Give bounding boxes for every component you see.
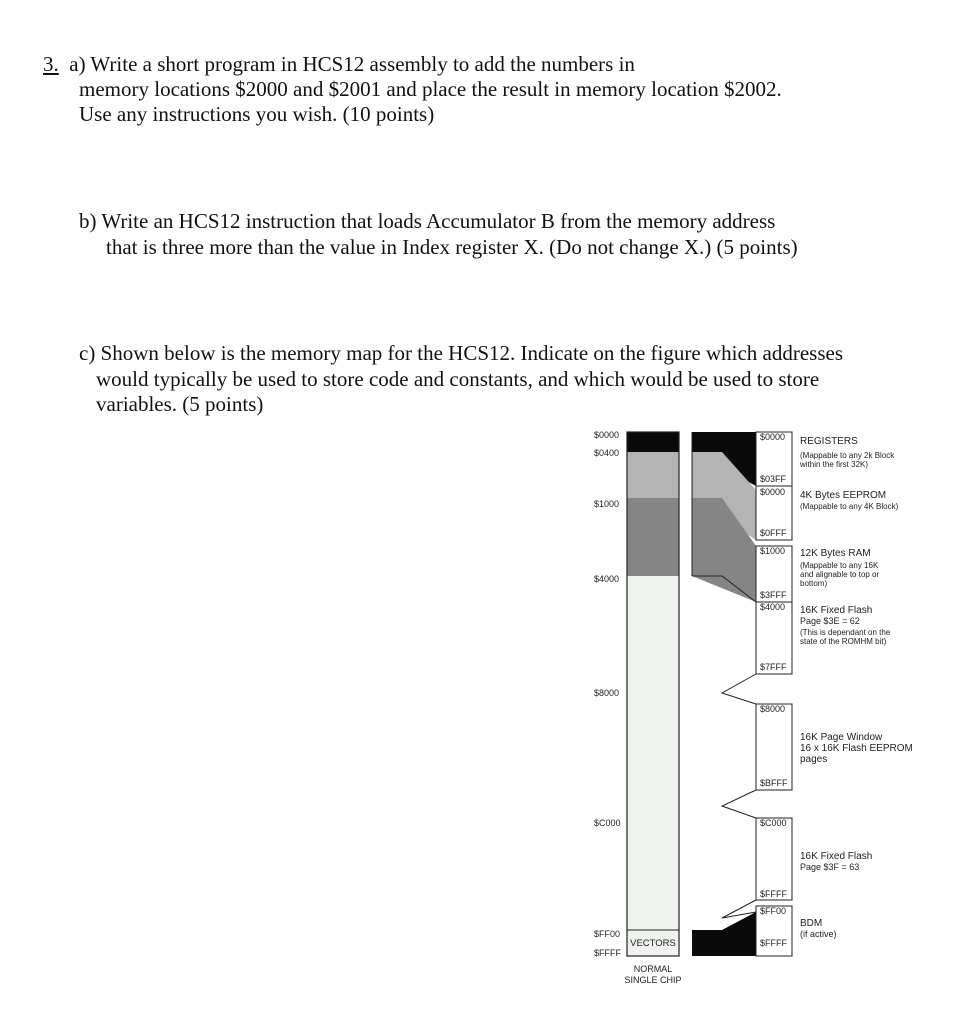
right-memory-column (756, 432, 792, 956)
part-a-line-1: a) Write a short program in HCS12 assembly to add the numbers in (69, 52, 635, 76)
left-eeprom-block (627, 452, 679, 498)
registers-desc-2: within the first 32K) (800, 460, 869, 469)
block-0-end: $03FF (760, 474, 787, 484)
block-1-start: $0000 (760, 487, 786, 497)
question-number: 3. (43, 52, 59, 76)
part-c-line-2: would typically be used to store code and constants, and which would be used to store (96, 367, 820, 391)
page-window-desc-1: 16 x 16K Flash EEPROM (800, 743, 913, 754)
left-address-labels (594, 430, 621, 958)
left-address-ff00: $FF00 (594, 929, 621, 939)
ram-desc-2: and alignable to top or (800, 570, 880, 579)
block-1-end: $0FFF (760, 528, 787, 538)
bdm-wedge (692, 912, 756, 956)
bdm-title: BDM (800, 918, 823, 929)
registers-desc-1: (Mappable to any 2k Block (800, 451, 895, 460)
vectors-label: VECTORS (630, 938, 676, 949)
left-address-4000: $4000 (594, 574, 620, 584)
part-c-line-1: c) Shown below is the memory map for the HCS12. Indicate on the figure which addresses (79, 341, 843, 365)
block-3-start: $4000 (760, 602, 786, 612)
left-memory-column (627, 432, 679, 956)
left-registers-block (627, 432, 679, 452)
fixed-flash-2-title: 16K Fixed Flash (800, 851, 873, 862)
page-window-desc-2: pages (800, 754, 828, 765)
part-a-line-3: Use any instructions you wish. (10 points) (79, 102, 435, 126)
fixed-flash-2-desc-1: Page $3F = 63 (800, 862, 860, 872)
left-address-8000: $8000 (594, 688, 620, 698)
block-2-end: $3FFF (760, 590, 787, 600)
ram-desc-3: bottom) (800, 579, 828, 588)
ram-desc-1: (Mappable to any 16K (800, 561, 879, 570)
left-address-ffff: $FFFF (594, 948, 621, 958)
block-3-end: $7FFF (760, 662, 787, 672)
left-address-0400: $0400 (594, 448, 620, 458)
ram-title: 12K Bytes RAM (800, 548, 871, 559)
part-b-line-1: b) Write an HCS12 instruction that loads Accumulator B from the memory address (79, 209, 776, 233)
fixed-flash-desc-2: (This is dependant on the (800, 628, 891, 637)
left-address-1000: $1000 (594, 499, 620, 509)
left-flash-block (627, 576, 679, 956)
fixed-flash-title: 16K Fixed Flash (800, 605, 873, 616)
block-descriptions (799, 436, 913, 939)
fixed-flash-2-address-box (756, 818, 792, 900)
part-b-line-2: that is three more than the value in Index register X. (Do not change X.) (5 points) (106, 235, 798, 259)
block-4-end: $BFFF (760, 778, 788, 788)
block-5-start: $C000 (760, 818, 787, 828)
left-address-0000: $0000 (594, 430, 620, 440)
bdm-desc-1: (if active) (800, 929, 837, 939)
window-wedge-bottom (722, 790, 756, 818)
part-a-line-2: memory locations $2000 and $2001 and place the result in memory location $2002. (79, 77, 782, 101)
fixed-flash-desc-1: Page $3E = 62 (800, 616, 860, 626)
block-4-start: $8000 (760, 704, 786, 714)
left-ram-block (627, 498, 679, 576)
block-0-start: $0000 (760, 432, 786, 442)
block-6-end: $FFFF (760, 938, 787, 948)
page-window-title: 16K Page Window (800, 732, 883, 743)
eeprom-desc-1: (Mappable to any 4K Block) (800, 502, 899, 511)
left-address-c000: $C000 (594, 818, 621, 828)
block-6-start: $FF00 (760, 906, 787, 916)
mode-label-line-1: NORMAL (633, 964, 673, 974)
block-5-end: $FFFF (760, 889, 787, 899)
eeprom-title: 4K Bytes EEPROM (800, 490, 887, 501)
block-2-start: $1000 (760, 546, 786, 556)
part-c-line-3: variables. (5 points) (96, 392, 264, 416)
fixed-flash-desc-3: state of the ROMHM bit) (800, 637, 887, 646)
mode-label-line-2: SINGLE CHIP (624, 975, 682, 985)
window-wedge-top (722, 674, 756, 704)
expansion-wedges (692, 432, 756, 956)
registers-title: REGISTERS (800, 436, 858, 447)
